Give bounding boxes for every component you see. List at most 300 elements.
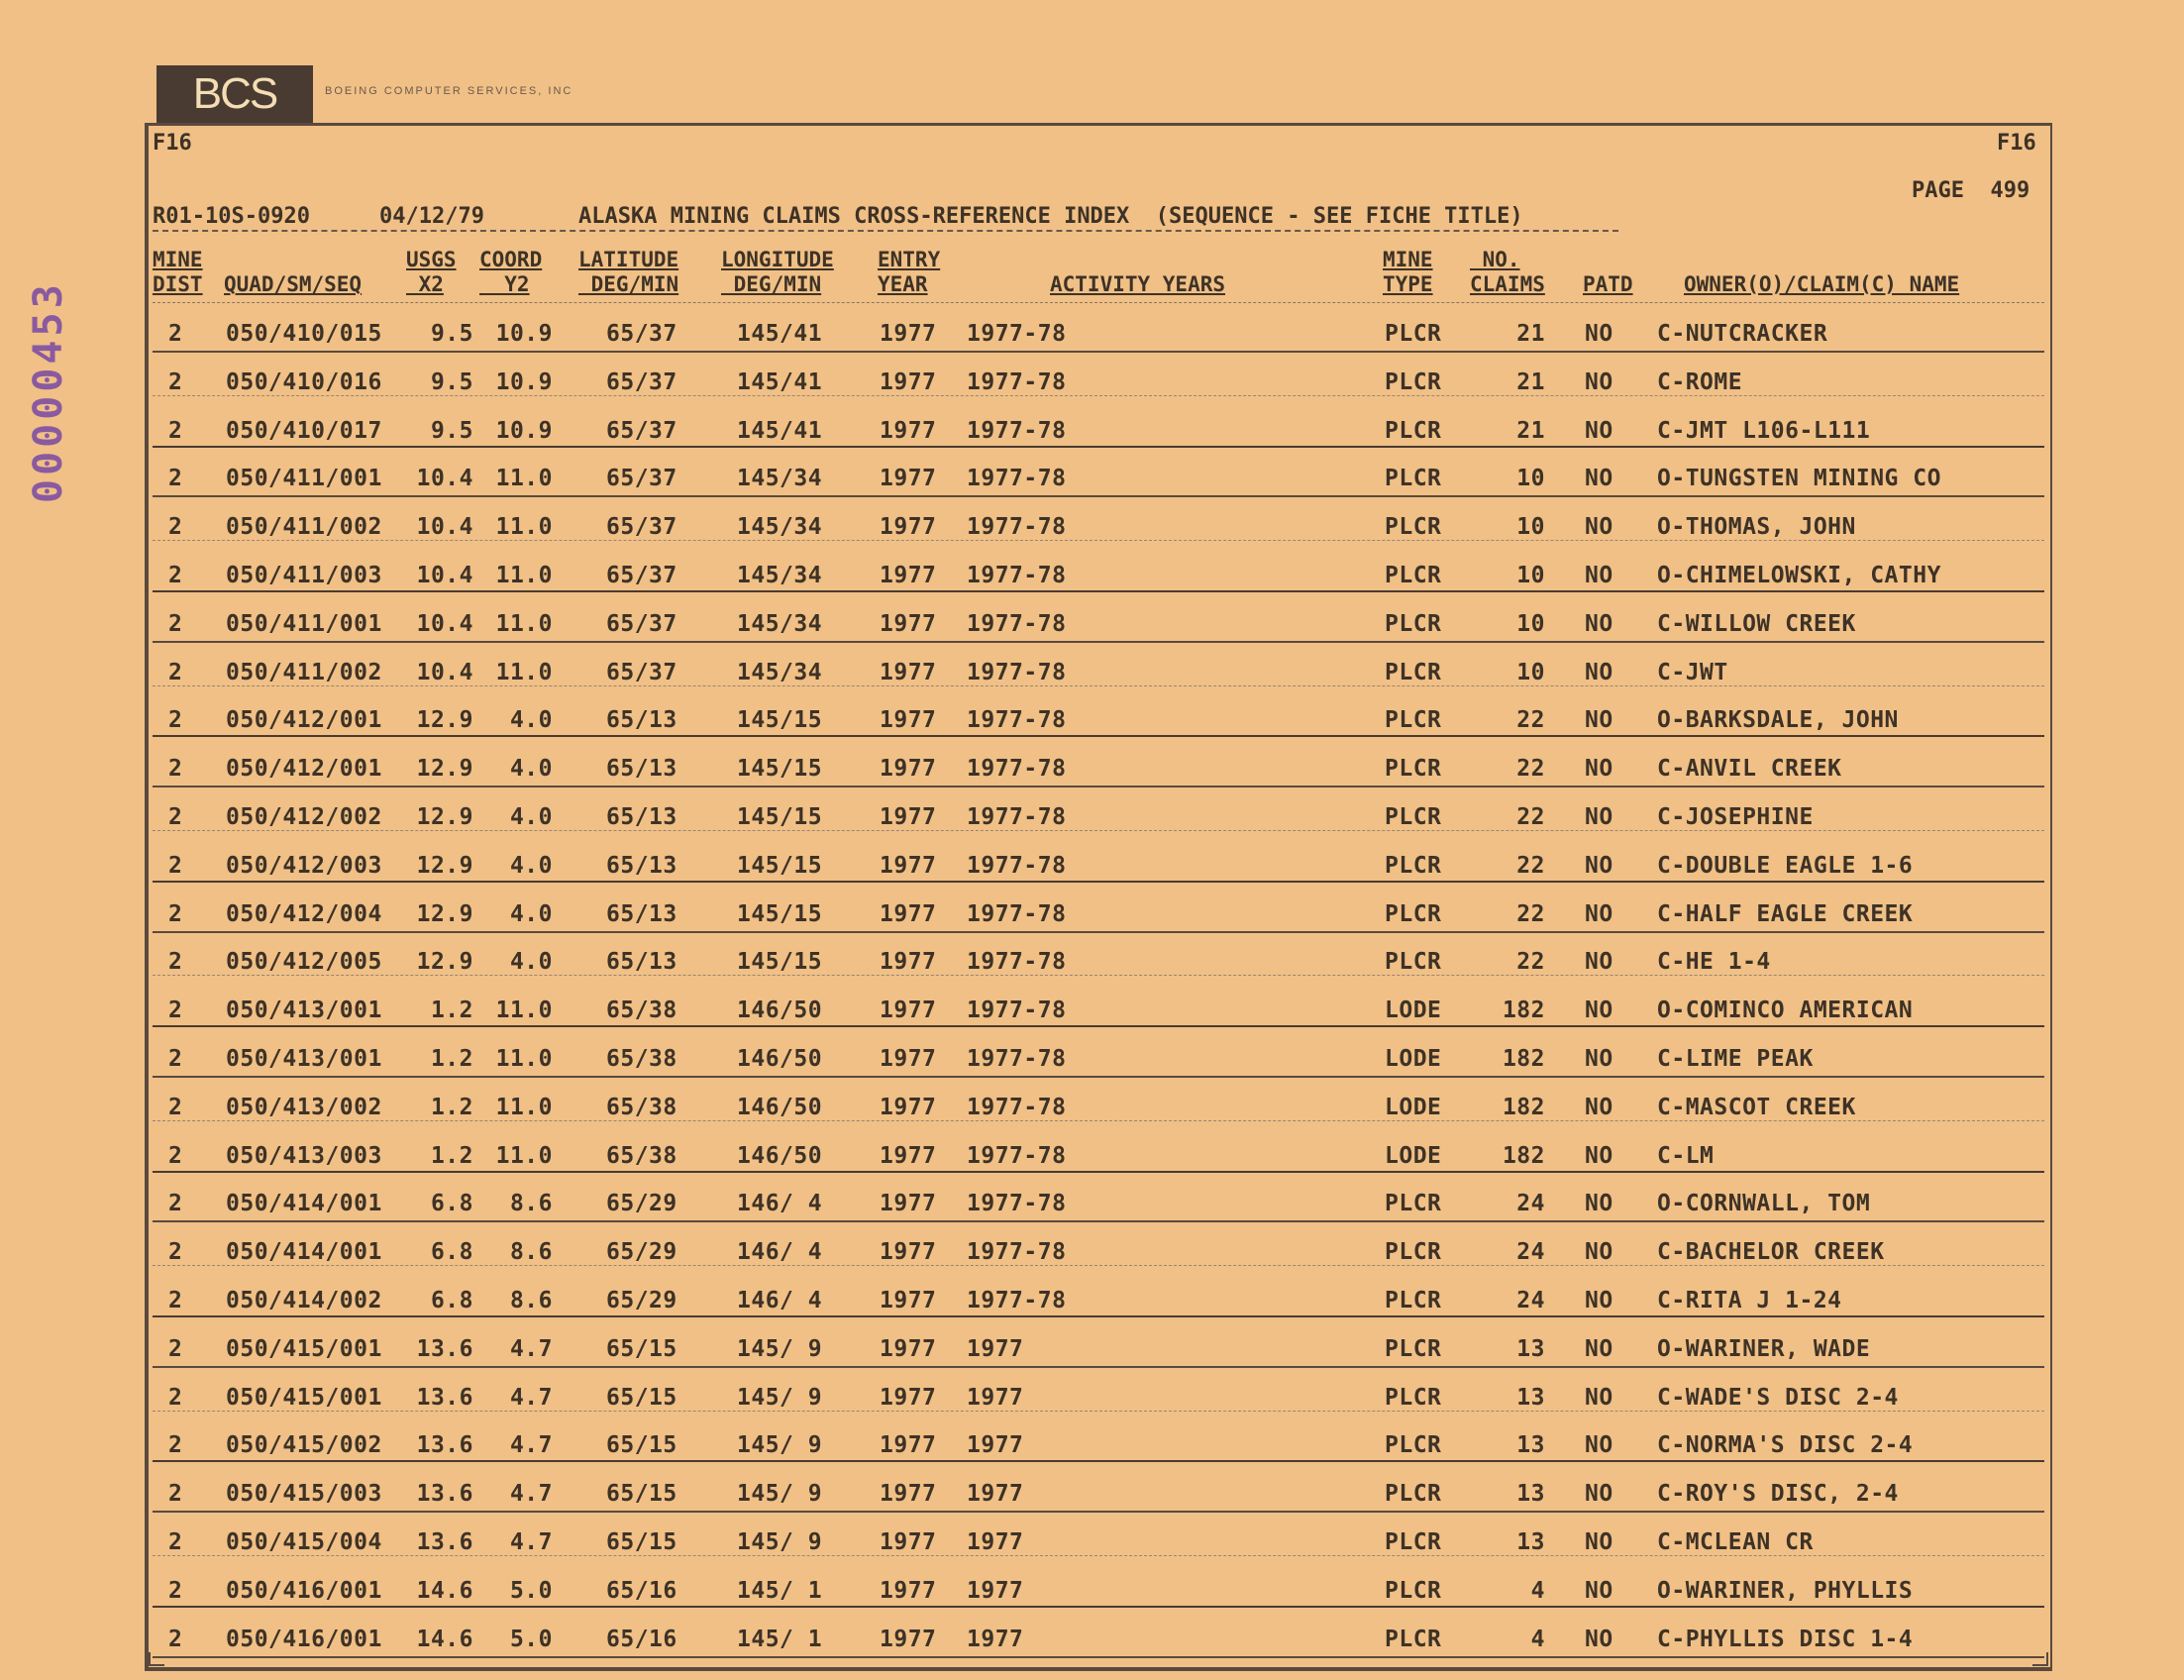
cell-name: C-JMT L106-L111 xyxy=(1657,417,1871,444)
cell-lat: 65/13 xyxy=(606,707,677,734)
cell-type: PLCR xyxy=(1385,514,1442,541)
cell-lon: 145/34 xyxy=(737,563,823,588)
cell-activity: 1977-78 xyxy=(967,514,1067,541)
cell-lon: 146/50 xyxy=(737,1094,823,1120)
cell-y2: 11.0 xyxy=(495,998,553,1024)
cell-patd: NO xyxy=(1585,514,1613,541)
cell-quad: 050/413/001 xyxy=(226,998,382,1024)
cell-quad: 050/411/001 xyxy=(226,610,382,637)
cell-patd: NO xyxy=(1585,707,1613,734)
cell-entry: 1977 xyxy=(880,321,937,347)
cell-claims: 13 xyxy=(1516,1335,1545,1362)
cell-quad: 050/412/003 xyxy=(226,852,382,879)
cell-lon: 146/ 4 xyxy=(737,1239,823,1266)
cell-patd: NO xyxy=(1585,1529,1613,1555)
cell-type: LODE xyxy=(1385,1142,1442,1169)
cell-patd: NO xyxy=(1585,1142,1613,1169)
cell-quad: 050/412/001 xyxy=(226,707,382,734)
cell-type: PLCR xyxy=(1385,610,1442,637)
cell-quad: 050/415/001 xyxy=(226,1335,382,1362)
cell-lon: 145/34 xyxy=(737,514,823,541)
cell-name: O-COMINCO AMERICAN xyxy=(1657,998,1914,1024)
cell-patd: NO xyxy=(1585,1481,1613,1508)
cell-name: O-CHIMELOWSKI, CATHY xyxy=(1657,563,1941,588)
cell-entry: 1977 xyxy=(880,514,937,541)
cell-type: PLCR xyxy=(1385,707,1442,734)
table-row xyxy=(0,406,2184,455)
cell-patd: NO xyxy=(1585,563,1613,588)
fiche-label-left: F16 xyxy=(153,131,192,156)
cell-entry: 1977 xyxy=(880,1577,937,1604)
cell-quad: 050/411/001 xyxy=(226,466,382,492)
row-rule xyxy=(153,641,2044,643)
cell-x2: 14.6 xyxy=(416,1577,473,1604)
cell-entry: 1977 xyxy=(880,1626,937,1652)
cell-x2: 13.6 xyxy=(416,1529,473,1555)
cell-name: O-BARKSDALE, JOHN xyxy=(1657,707,1899,734)
table-row xyxy=(0,599,2184,648)
cell-type: LODE xyxy=(1385,998,1442,1024)
cell-y2: 11.0 xyxy=(495,1094,553,1120)
cell-y2: 11.0 xyxy=(495,1142,553,1169)
cell-quad: 050/415/004 xyxy=(226,1529,382,1555)
cell-name: C-BACHELOR CREEK xyxy=(1657,1239,1885,1266)
cell-claims: 21 xyxy=(1516,321,1545,347)
cell-activity: 1977 xyxy=(967,1384,1024,1411)
table-row xyxy=(0,1373,2184,1421)
cell-entry: 1977 xyxy=(880,1288,937,1313)
cell-type: PLCR xyxy=(1385,466,1442,492)
cell-y2: 4.0 xyxy=(509,707,553,734)
cell-name: C-NUTCRACKER xyxy=(1657,321,1828,347)
cell-lat: 65/15 xyxy=(606,1481,677,1508)
cell-quad: 050/411/002 xyxy=(226,514,382,541)
cell-type: PLCR xyxy=(1385,1335,1442,1362)
cell-lat: 65/37 xyxy=(606,368,677,395)
cell-type: PLCR xyxy=(1385,368,1442,395)
cell-patd: NO xyxy=(1585,998,1613,1024)
cell-claims: 4 xyxy=(1530,1577,1545,1604)
cell-patd: NO xyxy=(1585,1384,1613,1411)
cell-name: O-WARINER, WADE xyxy=(1657,1335,1871,1362)
cell-type: PLCR xyxy=(1385,321,1442,347)
cell-activity: 1977-78 xyxy=(967,852,1067,879)
row-rule xyxy=(153,1555,2044,1556)
cell-activity: 1977-78 xyxy=(967,1094,1067,1120)
table-row xyxy=(0,1131,2184,1180)
cell-claims: 24 xyxy=(1516,1239,1545,1266)
cell-dist: 2 xyxy=(168,804,183,830)
cell-dist: 2 xyxy=(168,1384,183,1411)
cell-quad: 050/412/001 xyxy=(226,756,382,783)
cell-patd: NO xyxy=(1585,1335,1613,1362)
cell-claims: 182 xyxy=(1502,1142,1545,1169)
cell-lat: 65/16 xyxy=(606,1577,677,1604)
cell-claims: 21 xyxy=(1516,368,1545,395)
cell-dist: 2 xyxy=(168,1239,183,1266)
cell-x2: 6.8 xyxy=(430,1191,473,1217)
cell-quad: 050/411/002 xyxy=(226,659,382,685)
row-rule xyxy=(153,975,2044,976)
table-row xyxy=(0,454,2184,502)
cell-type: PLCR xyxy=(1385,563,1442,588)
cell-quad: 050/415/001 xyxy=(226,1384,382,1411)
table-row xyxy=(0,1083,2184,1131)
cell-entry: 1977 xyxy=(880,1191,937,1217)
row-rule xyxy=(153,931,2044,933)
cell-lon: 146/50 xyxy=(737,1142,823,1169)
cell-lat: 65/16 xyxy=(606,1626,677,1652)
cell-activity: 1977-78 xyxy=(967,1142,1067,1169)
cell-activity: 1977-78 xyxy=(967,1191,1067,1217)
cell-claims: 10 xyxy=(1516,659,1545,685)
cell-type: PLCR xyxy=(1385,1626,1442,1652)
cell-patd: NO xyxy=(1585,417,1613,444)
row-rule xyxy=(153,1220,2044,1222)
table-row xyxy=(0,1034,2184,1083)
col-header-quad: QUAD/SM/SEQ xyxy=(224,272,363,296)
cell-claims: 10 xyxy=(1516,610,1545,637)
cell-lon: 145/ 9 xyxy=(737,1529,823,1555)
cell-x2: 1.2 xyxy=(430,1046,473,1072)
cell-patd: NO xyxy=(1585,804,1613,830)
row-rule xyxy=(153,590,2044,592)
row-rule xyxy=(153,786,2044,788)
cell-lon: 145/15 xyxy=(737,707,823,734)
cell-type: PLCR xyxy=(1385,900,1442,927)
cell-name: C-PHYLLIS DISC 1-4 xyxy=(1657,1626,1914,1652)
row-rule xyxy=(153,1265,2044,1266)
cell-lon: 145/ 1 xyxy=(737,1626,823,1652)
cell-lon: 145/ 9 xyxy=(737,1432,823,1459)
cell-quad: 050/410/016 xyxy=(226,368,382,395)
col-header-dist: MINE DIST xyxy=(153,248,203,296)
cell-activity: 1977 xyxy=(967,1432,1024,1459)
cell-claims: 24 xyxy=(1516,1191,1545,1217)
row-rule xyxy=(153,1606,2044,1608)
cell-type: PLCR xyxy=(1385,1577,1442,1604)
cell-x2: 13.6 xyxy=(416,1335,473,1362)
cell-x2: 9.5 xyxy=(430,417,473,444)
table-row xyxy=(0,1566,2184,1615)
row-rule xyxy=(153,1076,2044,1078)
cell-claims: 182 xyxy=(1502,1094,1545,1120)
cell-dist: 2 xyxy=(168,563,183,588)
cell-activity: 1977-78 xyxy=(967,610,1067,637)
cell-lon: 145/15 xyxy=(737,756,823,783)
cell-entry: 1977 xyxy=(880,563,937,588)
cell-dist: 2 xyxy=(168,1191,183,1217)
cell-lat: 65/37 xyxy=(606,563,677,588)
cell-name: C-HE 1-4 xyxy=(1657,949,1771,976)
cell-activity: 1977 xyxy=(967,1481,1024,1508)
report-id: R01-10S-0920 xyxy=(153,204,310,229)
cell-activity: 1977-78 xyxy=(967,1288,1067,1313)
cell-y2: 10.9 xyxy=(495,321,553,347)
cell-name: C-NORMA'S DISC 2-4 xyxy=(1657,1432,1914,1459)
cell-name: C-JWT xyxy=(1657,659,1728,685)
cell-y2: 5.0 xyxy=(509,1626,553,1652)
cell-claims: 22 xyxy=(1516,852,1545,879)
cell-name: C-DOUBLE EAGLE 1-6 xyxy=(1657,852,1914,879)
cell-entry: 1977 xyxy=(880,804,937,830)
row-rule xyxy=(153,1025,2044,1027)
cell-name: O-WARINER, PHYLLIS xyxy=(1657,1577,1914,1604)
cell-lat: 65/13 xyxy=(606,900,677,927)
row-rule xyxy=(153,395,2044,396)
cell-dist: 2 xyxy=(168,321,183,347)
cell-quad: 050/412/005 xyxy=(226,949,382,976)
cell-patd: NO xyxy=(1585,1046,1613,1072)
cell-activity: 1977-78 xyxy=(967,659,1067,685)
cell-quad: 050/410/017 xyxy=(226,417,382,444)
row-rule xyxy=(153,735,2044,737)
cell-dist: 2 xyxy=(168,756,183,783)
cell-dist: 2 xyxy=(168,1046,183,1072)
row-rule xyxy=(153,351,2044,353)
cell-x2: 13.6 xyxy=(416,1384,473,1411)
cell-lon: 146/50 xyxy=(737,1046,823,1072)
cell-name: C-MCLEAN CR xyxy=(1657,1529,1814,1555)
cell-activity: 1977 xyxy=(967,1335,1024,1362)
header-rule xyxy=(153,302,2044,303)
cell-quad: 050/415/002 xyxy=(226,1432,382,1459)
table-row xyxy=(0,1276,2184,1324)
cell-patd: NO xyxy=(1585,610,1613,637)
cell-lon: 145/15 xyxy=(737,900,823,927)
cell-name: C-WILLOW CREEK xyxy=(1657,610,1856,637)
cell-patd: NO xyxy=(1585,1577,1613,1604)
cell-entry: 1977 xyxy=(880,417,937,444)
cell-x2: 12.9 xyxy=(416,804,473,830)
cell-y2: 10.9 xyxy=(495,417,553,444)
cell-activity: 1977-78 xyxy=(967,998,1067,1024)
cell-dist: 2 xyxy=(168,900,183,927)
row-rule xyxy=(153,1171,2044,1173)
cell-type: PLCR xyxy=(1385,1384,1442,1411)
cell-y2: 4.7 xyxy=(509,1335,553,1362)
cell-entry: 1977 xyxy=(880,1384,937,1411)
row-rule xyxy=(153,1366,2044,1368)
cell-y2: 11.0 xyxy=(495,563,553,588)
col-header-activity: ACTIVITY YEARS xyxy=(1050,272,1226,296)
title-rule xyxy=(153,230,1618,232)
cell-claims: 13 xyxy=(1516,1481,1545,1508)
cell-dist: 2 xyxy=(168,1288,183,1313)
table-row xyxy=(0,1324,2184,1373)
cell-lat: 65/37 xyxy=(606,466,677,492)
cell-patd: NO xyxy=(1585,1191,1613,1217)
cell-claims: 13 xyxy=(1516,1384,1545,1411)
row-rule xyxy=(153,1315,2044,1317)
col-header-lon: LONGITUDE DEG/MIN xyxy=(721,248,834,296)
table-row xyxy=(0,792,2184,841)
cell-lat: 65/15 xyxy=(606,1335,677,1362)
cell-lat: 65/38 xyxy=(606,998,677,1024)
cell-lat: 65/37 xyxy=(606,610,677,637)
cell-lat: 65/38 xyxy=(606,1046,677,1072)
cell-x2: 12.9 xyxy=(416,852,473,879)
cell-y2: 11.0 xyxy=(495,1046,553,1072)
table-row xyxy=(0,986,2184,1034)
table-row xyxy=(0,1469,2184,1518)
cell-claims: 21 xyxy=(1516,417,1545,444)
cell-y2: 8.6 xyxy=(509,1239,553,1266)
cell-entry: 1977 xyxy=(880,1142,937,1169)
cell-x2: 6.8 xyxy=(430,1239,473,1266)
cell-quad: 050/414/001 xyxy=(226,1239,382,1266)
cell-x2: 10.4 xyxy=(416,514,473,541)
cell-lat: 65/15 xyxy=(606,1432,677,1459)
cell-entry: 1977 xyxy=(880,1239,937,1266)
cell-activity: 1977 xyxy=(967,1529,1024,1555)
cell-dist: 2 xyxy=(168,1432,183,1459)
cell-y2: 8.6 xyxy=(509,1288,553,1313)
cell-lat: 65/38 xyxy=(606,1142,677,1169)
cell-type: PLCR xyxy=(1385,1288,1442,1313)
table-row xyxy=(0,841,2184,890)
cell-name: O-CORNWALL, TOM xyxy=(1657,1191,1871,1217)
cell-lat: 65/29 xyxy=(606,1288,677,1313)
cell-entry: 1977 xyxy=(880,949,937,976)
table-row xyxy=(0,1179,2184,1227)
cell-y2: 10.9 xyxy=(495,368,553,395)
cell-name: C-RITA J 1-24 xyxy=(1657,1288,1842,1313)
cell-claims: 4 xyxy=(1530,1626,1545,1652)
cell-entry: 1977 xyxy=(880,466,937,492)
bcs-logo: BCS xyxy=(156,65,313,123)
cell-activity: 1977-78 xyxy=(967,949,1067,976)
cell-y2: 4.0 xyxy=(509,756,553,783)
cell-type: PLCR xyxy=(1385,659,1442,685)
cell-lon: 145/ 9 xyxy=(737,1384,823,1411)
cell-dist: 2 xyxy=(168,1335,183,1362)
row-rule xyxy=(153,685,2044,686)
table-row xyxy=(0,648,2184,696)
row-rule xyxy=(153,540,2044,541)
cell-type: LODE xyxy=(1385,1046,1442,1072)
cell-activity: 1977-78 xyxy=(967,466,1067,492)
table-row xyxy=(0,1518,2184,1566)
col-header-y2: COORD Y2 xyxy=(479,248,543,296)
cell-y2: 11.0 xyxy=(495,466,553,492)
cell-patd: NO xyxy=(1585,900,1613,927)
cell-activity: 1977-78 xyxy=(967,707,1067,734)
cell-y2: 4.7 xyxy=(509,1481,553,1508)
cell-lon: 145/41 xyxy=(737,321,823,347)
cell-activity: 1977-78 xyxy=(967,368,1067,395)
cell-dist: 2 xyxy=(168,659,183,685)
cell-quad: 050/412/002 xyxy=(226,804,382,830)
cell-patd: NO xyxy=(1585,368,1613,395)
cell-x2: 1.2 xyxy=(430,1142,473,1169)
table-row xyxy=(0,937,2184,986)
cell-quad: 050/413/001 xyxy=(226,1046,382,1072)
cell-type: PLCR xyxy=(1385,417,1442,444)
table-row xyxy=(0,744,2184,792)
cell-x2: 13.6 xyxy=(416,1432,473,1459)
cell-claims: 10 xyxy=(1516,563,1545,588)
cell-activity: 1977-78 xyxy=(967,417,1067,444)
cell-x2: 1.2 xyxy=(430,998,473,1024)
row-rule xyxy=(153,1120,2044,1121)
cell-dist: 2 xyxy=(168,1481,183,1508)
table-row xyxy=(0,1615,2184,1663)
cell-y2: 4.7 xyxy=(509,1529,553,1555)
cell-patd: NO xyxy=(1585,659,1613,685)
cell-name: O-TUNGSTEN MINING CO xyxy=(1657,466,1941,492)
cell-entry: 1977 xyxy=(880,1094,937,1120)
cell-lon: 145/ 9 xyxy=(737,1481,823,1508)
report-date: 04/12/79 xyxy=(379,204,484,229)
cell-patd: NO xyxy=(1585,321,1613,347)
row-rule xyxy=(153,446,2044,448)
cell-lat: 65/37 xyxy=(606,514,677,541)
cell-lon: 145/34 xyxy=(737,466,823,492)
cell-quad: 050/410/015 xyxy=(226,321,382,347)
cell-activity: 1977-78 xyxy=(967,563,1067,588)
cell-lon: 145/15 xyxy=(737,804,823,830)
cell-type: PLCR xyxy=(1385,1529,1442,1555)
cell-y2: 5.0 xyxy=(509,1577,553,1604)
cell-activity: 1977-78 xyxy=(967,1046,1067,1072)
cell-x2: 12.9 xyxy=(416,707,473,734)
cell-claims: 13 xyxy=(1516,1432,1545,1459)
col-header-name: OWNER(O)/CLAIM(C) NAME xyxy=(1684,272,1960,296)
cell-lon: 145/41 xyxy=(737,368,823,395)
cell-lon: 145/34 xyxy=(737,659,823,685)
cell-dist: 2 xyxy=(168,466,183,492)
cell-dist: 2 xyxy=(168,1094,183,1120)
cell-type: PLCR xyxy=(1385,756,1442,783)
cell-patd: NO xyxy=(1585,949,1613,976)
cell-lon: 145/15 xyxy=(737,949,823,976)
cell-type: PLCR xyxy=(1385,804,1442,830)
cell-patd: NO xyxy=(1585,1626,1613,1652)
cell-type: PLCR xyxy=(1385,852,1442,879)
cell-entry: 1977 xyxy=(880,1432,937,1459)
cell-x2: 9.5 xyxy=(430,321,473,347)
cell-name: C-ROME xyxy=(1657,368,1743,395)
cell-activity: 1977 xyxy=(967,1577,1024,1604)
cell-claims: 22 xyxy=(1516,949,1545,976)
cell-lat: 65/29 xyxy=(606,1239,677,1266)
cell-dist: 2 xyxy=(168,1577,183,1604)
cell-entry: 1977 xyxy=(880,998,937,1024)
cell-activity: 1977 xyxy=(967,1626,1024,1652)
cell-entry: 1977 xyxy=(880,707,937,734)
cell-name: C-LIME PEAK xyxy=(1657,1046,1814,1072)
table-row xyxy=(0,890,2184,938)
col-header-patd: PATD xyxy=(1583,272,1633,296)
cell-lon: 145/41 xyxy=(737,417,823,444)
cell-quad: 050/416/001 xyxy=(226,1626,382,1652)
cell-dist: 2 xyxy=(168,417,183,444)
cell-dist: 2 xyxy=(168,610,183,637)
cell-x2: 12.9 xyxy=(416,756,473,783)
cell-claims: 22 xyxy=(1516,756,1545,783)
cell-claims: 10 xyxy=(1516,514,1545,541)
cell-claims: 22 xyxy=(1516,900,1545,927)
cell-entry: 1977 xyxy=(880,1335,937,1362)
cell-lat: 65/13 xyxy=(606,852,677,879)
cell-patd: NO xyxy=(1585,1432,1613,1459)
col-header-type: MINE TYPE xyxy=(1383,248,1433,296)
cell-entry: 1977 xyxy=(880,852,937,879)
cell-lon: 145/34 xyxy=(737,610,823,637)
cell-entry: 1977 xyxy=(880,368,937,395)
col-header-x2: USGS X2 xyxy=(406,248,457,296)
